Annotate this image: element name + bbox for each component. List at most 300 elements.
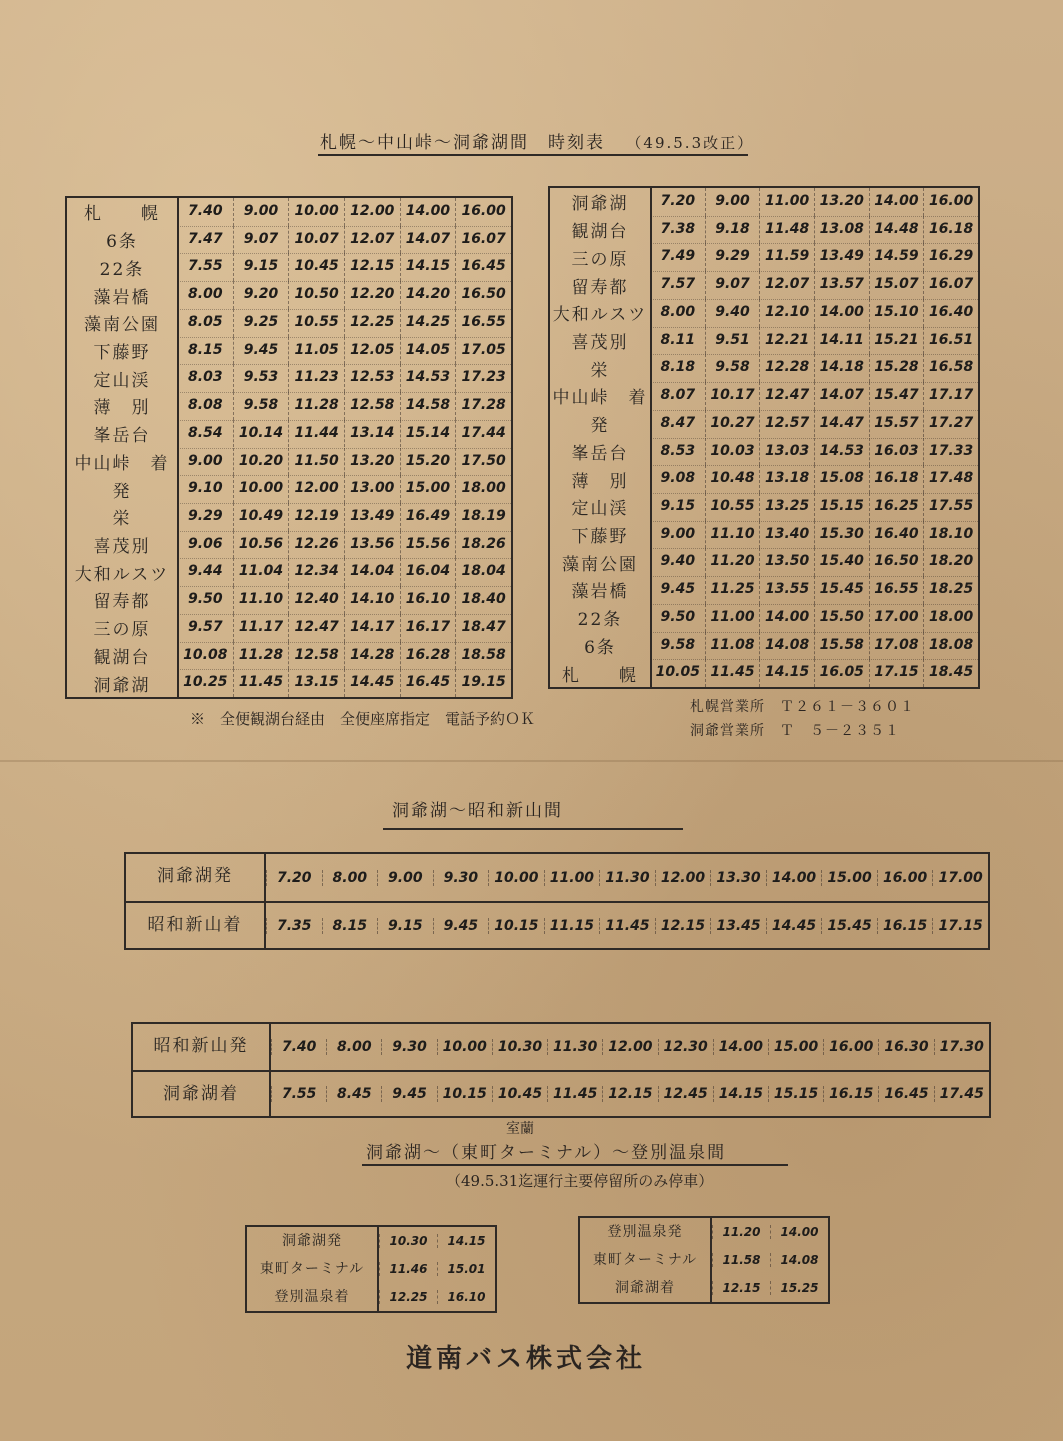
- stop-name: 喜茂別: [93, 537, 151, 558]
- departure-time: 17.27: [923, 410, 978, 438]
- departure-time: 14.15: [759, 659, 814, 687]
- departure-time: 17.05: [455, 337, 511, 365]
- departure-time: 9.00: [233, 198, 289, 226]
- row-divider: [177, 669, 511, 671]
- departure-time: 7.47: [177, 226, 233, 254]
- stop-name: 東町ターミナル: [247, 1255, 379, 1283]
- timetable-showa-to-toya: [131, 1022, 991, 1118]
- departure-time: 15.58: [814, 632, 869, 660]
- stop-name: 中山峠 着: [74, 453, 170, 474]
- stop-name: 観湖台: [571, 222, 629, 243]
- departure-time: 17.08: [869, 632, 924, 660]
- timetable-row: [67, 281, 511, 309]
- stop-name: 登別温泉発: [580, 1218, 712, 1246]
- row-divider: [650, 521, 978, 523]
- row-divider: [177, 253, 511, 255]
- stop-name: 定山渓: [93, 370, 151, 391]
- departure-time: 11.10: [233, 586, 289, 614]
- arrival-time: 10.15: [488, 918, 544, 934]
- departure-time: 10.07: [288, 226, 344, 254]
- departure-time: 10.50: [288, 281, 344, 309]
- showa-title: 洞爺湖～昭和新山間: [392, 801, 563, 821]
- departure-time: 15.28: [869, 354, 924, 382]
- paper-fold-line: [0, 760, 1063, 762]
- stop-name: 峯岳台: [93, 426, 151, 447]
- arrival-time: 8.45: [326, 1086, 381, 1102]
- arrival-time: 14.45: [766, 918, 822, 934]
- timetable-row: [67, 253, 511, 281]
- row-label: 昭和新山発: [133, 1024, 271, 1070]
- stop-name: 洞爺湖: [571, 194, 629, 215]
- departure-time: 15.50: [814, 604, 869, 632]
- departure-time: 13.14: [344, 420, 400, 448]
- row-divider: [177, 309, 511, 311]
- departure-time: 11.17: [233, 614, 289, 642]
- arrival-time: 15.15: [768, 1086, 823, 1102]
- row-divider: [650, 271, 978, 273]
- departure-time: 12.28: [759, 354, 814, 382]
- departure-time: 15.00: [821, 870, 877, 886]
- departure-time: 14.15: [400, 253, 456, 281]
- departure-time: 9.44: [177, 558, 233, 586]
- arrival-time: 13.45: [710, 918, 766, 934]
- departure-time: 17.44: [455, 420, 511, 448]
- departure-time: 13.49: [344, 503, 400, 531]
- departure-time: 12.00: [288, 475, 344, 503]
- timetable-row: [247, 1283, 495, 1311]
- departure-time: 9.40: [650, 548, 705, 576]
- arrival-time: 10.45: [492, 1086, 547, 1102]
- departure-time: 14.18: [814, 354, 869, 382]
- arrival-time: 8.15: [322, 918, 378, 934]
- departure-time: 16.17: [400, 614, 456, 642]
- timetable-row: [550, 632, 978, 660]
- stop-name: 洞爺湖発: [247, 1227, 379, 1255]
- departure-time: 12.00: [655, 870, 711, 886]
- departure-time: 10.56: [233, 531, 289, 559]
- departure-time: 13.08: [814, 216, 869, 244]
- departure-time: 15.00: [768, 1039, 823, 1055]
- departure-time: 9.15: [233, 253, 289, 281]
- arrival-time: 7.35: [266, 918, 322, 934]
- departure-time: 13.18: [759, 465, 814, 493]
- departure-time: 9.50: [650, 604, 705, 632]
- showa-underline: [383, 828, 683, 830]
- timetable-row: [247, 1255, 495, 1283]
- contact-sapporo: 札幌営業所 Ｔ２６１－３６０１: [690, 699, 915, 715]
- arrival-time: 12.15: [602, 1086, 657, 1102]
- arrival-time: 14.15: [713, 1086, 768, 1102]
- row-divider: [177, 281, 511, 283]
- notice-text: ※ 全便観湖台経由 全便座席指定 電話予約ＯＫ: [190, 710, 536, 728]
- departure-time: 14.53: [400, 364, 456, 392]
- departure-time: 11.28: [233, 642, 289, 670]
- departure-time: 9.45: [650, 576, 705, 604]
- departure-time: 8.05: [177, 309, 233, 337]
- time-value: 11.46: [379, 1262, 437, 1276]
- timetable-row: [550, 188, 978, 216]
- departure-time: 9.20: [233, 281, 289, 309]
- row-divider: [650, 327, 978, 329]
- departure-time: 15.57: [869, 410, 924, 438]
- departure-time: 10.25: [177, 669, 233, 697]
- departure-time: 11.59: [759, 243, 814, 271]
- timetable-toya-to-noboribetsu: [245, 1225, 497, 1313]
- departure-time: 18.58: [455, 642, 511, 670]
- arrival-time: 9.15: [377, 918, 433, 934]
- departure-time: 17.55: [923, 493, 978, 521]
- row-divider: [177, 448, 511, 450]
- arrival-time: 10.15: [437, 1086, 492, 1102]
- stop-name: 三の原: [93, 620, 151, 641]
- stop-name: 洞爺湖着: [580, 1274, 712, 1302]
- departure-time: 9.18: [705, 216, 760, 244]
- departure-time: 13.00: [344, 475, 400, 503]
- timetable-row: [67, 337, 511, 365]
- departure-time: 16.51: [923, 327, 978, 355]
- timetable-row: [67, 364, 511, 392]
- timetable-row: [67, 614, 511, 642]
- departure-time: 8.15: [177, 337, 233, 365]
- departure-time: 16.40: [869, 521, 924, 549]
- departure-time: 11.25: [705, 576, 760, 604]
- time-value: 15.01: [437, 1262, 495, 1276]
- departure-time: 12.58: [288, 642, 344, 670]
- departure-time: 12.05: [344, 337, 400, 365]
- timetable-row: [550, 382, 978, 410]
- departure-time: 17.17: [923, 382, 978, 410]
- stop-name: 洞爺湖: [93, 675, 151, 696]
- departure-time: 16.58: [923, 354, 978, 382]
- departure-time: 14.00: [759, 604, 814, 632]
- departure-time: 16.25: [869, 493, 924, 521]
- departure-time: 13.40: [759, 521, 814, 549]
- timetable-row: [580, 1274, 828, 1302]
- departure-time: 15.15: [814, 493, 869, 521]
- timetable-row: [67, 558, 511, 586]
- contact-toya: 洞爺営業所 Ｔ ５－２３５１: [690, 723, 900, 739]
- departure-time: 16.55: [455, 309, 511, 337]
- departure-time: 10.20: [233, 448, 289, 476]
- departure-time: 15.14: [400, 420, 456, 448]
- main-title: [320, 128, 754, 153]
- departure-time: 16.03: [869, 438, 924, 466]
- time-value: 15.25: [770, 1281, 828, 1295]
- departure-time: 12.07: [759, 271, 814, 299]
- row-divider: [650, 604, 978, 606]
- departure-time: 14.11: [814, 327, 869, 355]
- departure-time: 13.49: [814, 243, 869, 271]
- departure-time: 18.20: [923, 548, 978, 576]
- departure-time: 16.49: [400, 503, 456, 531]
- row-divider: [177, 558, 511, 560]
- row-divider: [177, 392, 511, 394]
- timetable-toya-to-showa: [124, 852, 990, 950]
- departure-time: 12.10: [759, 299, 814, 327]
- departure-time: 13.55: [759, 576, 814, 604]
- departure-time: 16.00: [455, 198, 511, 226]
- departure-time: 14.00: [869, 188, 924, 216]
- departure-time: 15.47: [869, 382, 924, 410]
- departure-time: 10.03: [705, 438, 760, 466]
- departure-time: 11.04: [233, 558, 289, 586]
- timetable-row: [550, 327, 978, 355]
- stop-name: 栄: [590, 360, 610, 381]
- departure-time: 9.29: [705, 243, 760, 271]
- departure-time: 10.08: [177, 642, 233, 670]
- departure-time: 10.27: [705, 410, 760, 438]
- departure-time: 12.25: [344, 309, 400, 337]
- departure-time: 18.00: [923, 604, 978, 632]
- departure-time: 16.55: [869, 576, 924, 604]
- departure-time: 9.53: [233, 364, 289, 392]
- departure-time: 9.00: [705, 188, 760, 216]
- row-divider: [177, 337, 511, 339]
- departure-time: 13.56: [344, 531, 400, 559]
- timetable-row: [550, 521, 978, 549]
- departure-time: 9.07: [233, 226, 289, 254]
- departure-time: 16.07: [455, 226, 511, 254]
- departure-time: 8.18: [650, 354, 705, 382]
- departure-time: 18.08: [923, 632, 978, 660]
- departure-time: 12.00: [344, 198, 400, 226]
- departure-time: 17.48: [923, 465, 978, 493]
- departure-time: 14.53: [814, 438, 869, 466]
- row-divider: [177, 503, 511, 505]
- stop-name: 札 幌: [562, 665, 638, 686]
- departure-time: 13.15: [288, 669, 344, 697]
- departure-time: 17.15: [869, 659, 924, 687]
- timetable-row: [247, 1227, 495, 1255]
- row-divider: [177, 475, 511, 477]
- departure-time: 12.57: [759, 410, 814, 438]
- departure-time: 11.45: [705, 659, 760, 687]
- timetable-row: [580, 1246, 828, 1274]
- stop-name: 中山峠 着: [552, 388, 648, 409]
- departure-time: 14.00: [766, 870, 822, 886]
- time-value: 14.00: [770, 1225, 828, 1239]
- departure-time: 13.20: [344, 448, 400, 476]
- stop-name: 藻岩橋: [93, 287, 151, 308]
- departure-time: 9.06: [177, 531, 233, 559]
- stop-name: 栄: [112, 509, 132, 530]
- departure-row: [133, 1024, 989, 1070]
- departure-time: 9.08: [650, 465, 705, 493]
- row-label: 昭和新山着: [126, 903, 266, 948]
- noboribetsu-note: （49.5.31迄運行主要停留所のみ停車）: [446, 1172, 714, 1190]
- departure-time: 11.00: [759, 188, 814, 216]
- departure-time: 15.08: [814, 465, 869, 493]
- departure-time: 12.19: [288, 503, 344, 531]
- departure-time: 18.04: [455, 558, 511, 586]
- stop-name: 下藤野: [571, 527, 629, 548]
- row-divider: [650, 299, 978, 301]
- time-value: 11.20: [712, 1225, 770, 1239]
- departure-time: 12.58: [344, 392, 400, 420]
- departure-time: 17.50: [455, 448, 511, 476]
- arrival-row: [126, 901, 988, 948]
- arrival-time: 9.45: [381, 1086, 436, 1102]
- departure-time: 9.00: [650, 521, 705, 549]
- departure-time: 9.30: [381, 1039, 436, 1055]
- departure-time: 14.00: [713, 1039, 768, 1055]
- departure-time: 14.58: [400, 392, 456, 420]
- arrival-time: 12.15: [655, 918, 711, 934]
- departure-time: 12.21: [759, 327, 814, 355]
- departure-time: 8.54: [177, 420, 233, 448]
- time-value: 14.08: [770, 1253, 828, 1267]
- timetable-row: [67, 226, 511, 254]
- stop-name: 三の原: [571, 249, 629, 270]
- stop-name: 登別温泉着: [247, 1283, 379, 1311]
- time-value: 12.25: [379, 1290, 437, 1304]
- departure-time: 9.10: [177, 475, 233, 503]
- time-value: 16.10: [437, 1290, 495, 1304]
- departure-time: 18.45: [923, 659, 978, 687]
- departure-time: 9.29: [177, 503, 233, 531]
- departure-time: 10.00: [437, 1039, 492, 1055]
- departure-time: 11.30: [547, 1039, 602, 1055]
- time-value: 14.15: [437, 1234, 495, 1248]
- departure-time: 14.00: [400, 198, 456, 226]
- row-divider: [177, 531, 511, 533]
- departure-time: 17.23: [455, 364, 511, 392]
- departure-time: 10.05: [650, 659, 705, 687]
- stop-name: 札 幌: [84, 204, 160, 225]
- departure-time: 10.00: [488, 870, 544, 886]
- departure-time: 12.26: [288, 531, 344, 559]
- row-divider: [650, 465, 978, 467]
- row-divider: [650, 493, 978, 495]
- stop-name: 定山渓: [571, 499, 629, 520]
- departure-time: 16.50: [455, 281, 511, 309]
- stop-name: 大和ルスツ: [552, 305, 648, 326]
- timetable-row: [67, 448, 511, 476]
- departure-time: 15.45: [814, 576, 869, 604]
- timetable-row: [550, 576, 978, 604]
- departure-time: 14.04: [344, 558, 400, 586]
- stop-name: 峯岳台: [571, 443, 629, 464]
- stop-name: 薄 別: [93, 398, 151, 419]
- stop-name: 留寿都: [571, 277, 629, 298]
- stop-name: 6条: [106, 232, 138, 253]
- departure-time: 14.07: [814, 382, 869, 410]
- departure-time: 10.00: [288, 198, 344, 226]
- departure-time: 18.40: [455, 586, 511, 614]
- stop-name: 藻南公園: [84, 315, 160, 336]
- departure-time: 8.00: [322, 870, 378, 886]
- stop-name: 大和ルスツ: [74, 564, 170, 585]
- departure-time: 12.20: [344, 281, 400, 309]
- departure-time: 14.59: [869, 243, 924, 271]
- departure-time: 9.58: [705, 354, 760, 382]
- timetable-row: [580, 1218, 828, 1246]
- departure-time: 18.26: [455, 531, 511, 559]
- departure-time: 18.10: [923, 521, 978, 549]
- departure-time: 7.40: [177, 198, 233, 226]
- timetable-noboribetsu-to-toya: [578, 1216, 830, 1304]
- departure-time: 17.30: [934, 1039, 989, 1055]
- departure-time: 14.48: [869, 216, 924, 244]
- timetable-row: [550, 438, 978, 466]
- row-divider: [650, 659, 978, 661]
- row-label: 洞爺湖着: [133, 1072, 271, 1116]
- timetable-row: [67, 420, 511, 448]
- departure-time: 12.07: [344, 226, 400, 254]
- departure-time: 16.05: [814, 659, 869, 687]
- departure-time: 16.40: [923, 299, 978, 327]
- departure-time: 14.10: [344, 586, 400, 614]
- departure-time: 11.44: [288, 420, 344, 448]
- departure-row: [126, 854, 988, 901]
- departure-time: 14.25: [400, 309, 456, 337]
- departure-time: 11.08: [705, 632, 760, 660]
- timetable-row: [550, 493, 978, 521]
- timetable-row: [550, 271, 978, 299]
- departure-time: 13.25: [759, 493, 814, 521]
- departure-time: 12.53: [344, 364, 400, 392]
- departure-time: 9.45: [233, 337, 289, 365]
- departure-time: 10.30: [492, 1039, 547, 1055]
- timetable-sapporo-to-toya: [65, 196, 513, 699]
- stop-name: 薄 別: [571, 471, 629, 492]
- departure-time: 12.40: [288, 586, 344, 614]
- departure-time: 13.57: [814, 271, 869, 299]
- departure-time: 9.58: [650, 632, 705, 660]
- stop-name: 藻岩橋: [571, 582, 629, 603]
- departure-time: 8.53: [650, 438, 705, 466]
- time-value: 12.15: [712, 1281, 770, 1295]
- departure-time: 8.11: [650, 327, 705, 355]
- departure-time: 14.47: [814, 410, 869, 438]
- stop-name: 発: [590, 416, 610, 437]
- departure-time: 16.30: [878, 1039, 933, 1055]
- timetable-row: [550, 410, 978, 438]
- departure-time: 16.18: [869, 465, 924, 493]
- stop-name: 6条: [584, 637, 616, 658]
- timetable-row: [67, 475, 511, 503]
- timetable-row: [550, 216, 978, 244]
- arrival-time: 15.45: [821, 918, 877, 934]
- departure-time: 9.00: [177, 448, 233, 476]
- departure-time: 16.45: [455, 253, 511, 281]
- departure-time: 17.33: [923, 438, 978, 466]
- departure-time: 12.47: [759, 382, 814, 410]
- row-divider: [650, 632, 978, 634]
- row-divider: [650, 410, 978, 412]
- departure-time: 18.19: [455, 503, 511, 531]
- departure-time: 12.15: [344, 253, 400, 281]
- departure-time: 11.28: [288, 392, 344, 420]
- departure-time: 11.45: [233, 669, 289, 697]
- stop-name: 発: [112, 481, 132, 502]
- departure-time: 13.03: [759, 438, 814, 466]
- departure-time: 9.30: [433, 870, 489, 886]
- departure-time: 8.03: [177, 364, 233, 392]
- departure-time: 14.20: [400, 281, 456, 309]
- departure-time: 9.51: [705, 327, 760, 355]
- departure-time: 7.55: [177, 253, 233, 281]
- departure-time: 7.40: [271, 1039, 326, 1055]
- timetable-row: [67, 392, 511, 420]
- row-divider: [650, 382, 978, 384]
- departure-time: 11.05: [288, 337, 344, 365]
- departure-time: 11.48: [759, 216, 814, 244]
- arrival-time: 16.45: [878, 1086, 933, 1102]
- departure-time: 14.45: [344, 669, 400, 697]
- departure-time: 7.20: [650, 188, 705, 216]
- timetable-row: [67, 669, 511, 697]
